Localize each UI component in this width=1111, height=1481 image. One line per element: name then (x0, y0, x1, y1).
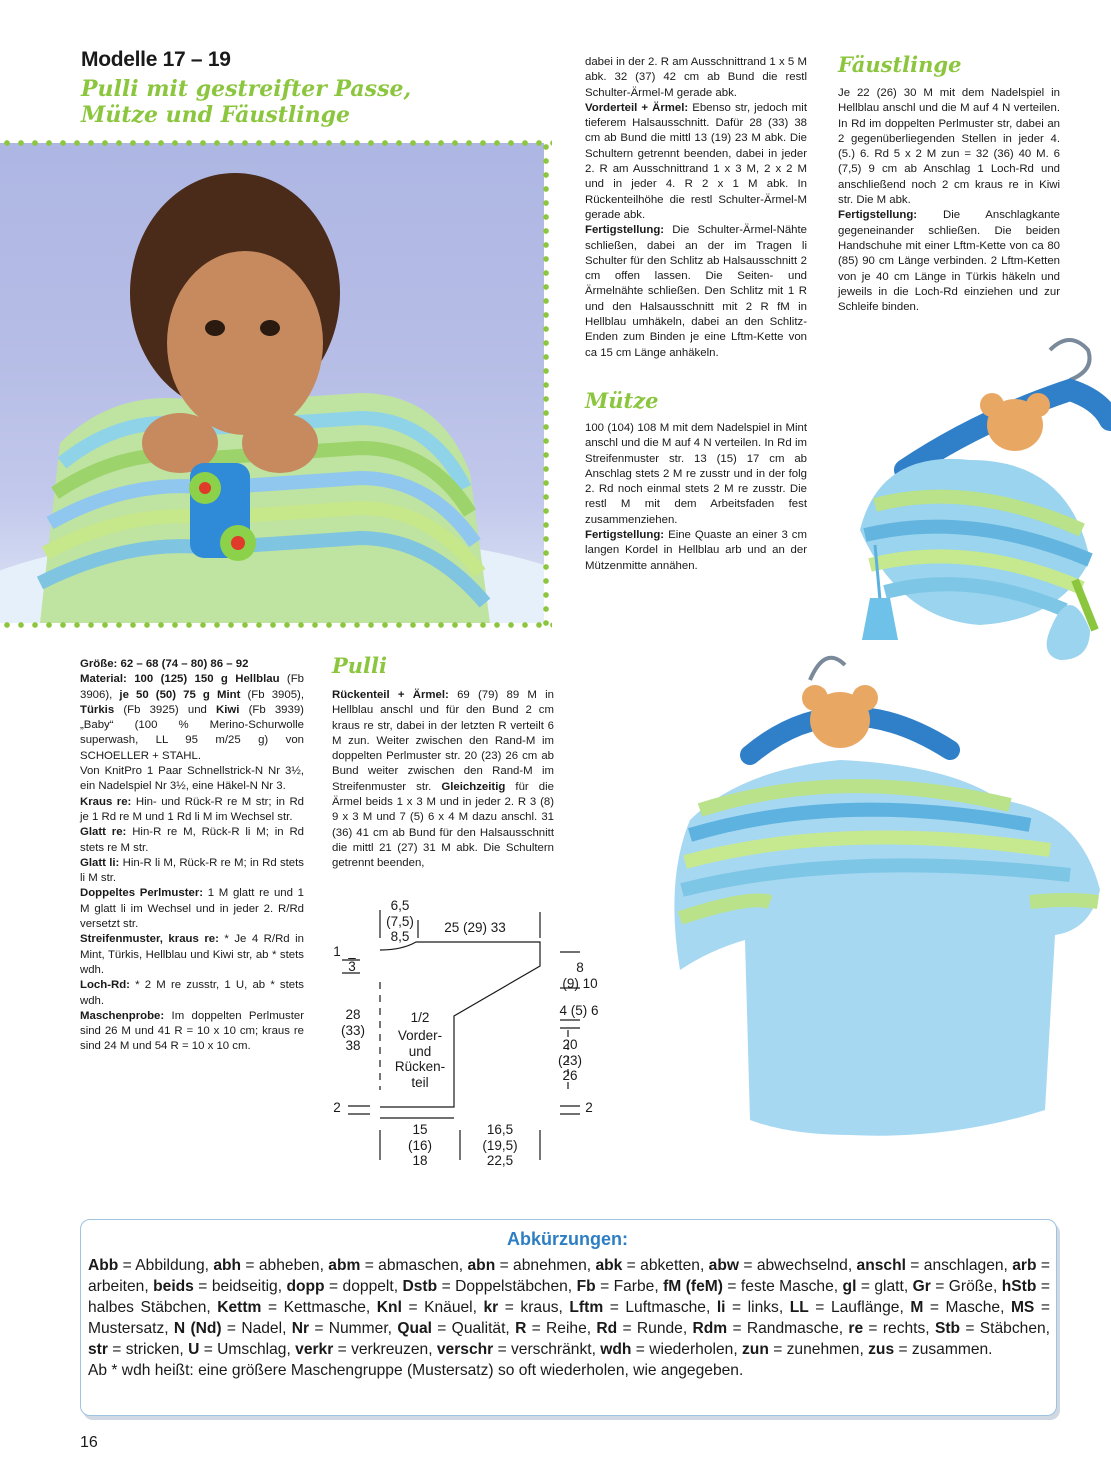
part-label: Vorder- und Rücken- teil (394, 1028, 446, 1090)
abbreviation-entry: abm = abmaschen, (328, 1257, 468, 1274)
abbreviations-text (88, 1255, 1050, 1381)
abbreviation-entry: Gr = Größe, (912, 1278, 1002, 1295)
pulli-fertigstellung-paragraph: Fertigstellung: Die Schulter-Ärmel-Nähte schließen, dabei an der im Tragen li Schulter für den Schlitz ab Halsausschnitt 2 cm offen lassen. Die Seiten- und Ärmelnähte schließen. Den Schlitz mit 1 R und den Halsausschnitt mit 2 R fM in Hellblau umhäkeln, dabei an den Schlitz-Enden zum Binden je eine Lftm-Kette von ca 15 cm Länge anhäkeln. (585, 224, 807, 359)
glatt-re-paragraph: Glatt re: Hin-R re M, Rück-R li M; in Rd stets re M str. (80, 826, 305, 854)
abbreviation-entry: abn = abnehmen, (467, 1257, 596, 1274)
abbreviation-entry: fM (feM) = feste Masche, (663, 1278, 843, 1295)
abbreviation-entry: abw = abwechselnd, (708, 1257, 857, 1274)
frame-dots-right (543, 140, 549, 628)
pattern-schematic (330, 890, 620, 1180)
rib-right-label: 2 (585, 1100, 593, 1115)
abbreviation-entry: re = rechts, (848, 1320, 935, 1337)
sleeve-mid-label: 4 (5) 6 (559, 1003, 599, 1018)
frame-dots-bottom (0, 622, 552, 628)
abbreviation-entry: anschl = anschlagen, (856, 1257, 1013, 1274)
abbreviation-entry: str = stricken, (88, 1341, 189, 1358)
abbreviation-entry: LL = Lauflänge, (789, 1299, 911, 1316)
abbreviation-entry: Rdm = Randmasche, (692, 1320, 849, 1337)
perlmuster-paragraph: Doppeltes Perlmuster: 1 M glatt re und 1 M glatt li im Wechsel und in jeder 2. R/Rd versetzt str. (80, 887, 304, 931)
vorderteil-paragraph: Vorderteil + Ärmel: Ebenso str, jedoch mit tieferem Halsausschnitt. Dafür 28 (33) 38 cm ab Bund die mittl 13 (19) 23 M abk. Die Schultern getrennt beenden, dabei in jeder 2. R am Ausschnittrand 1 x 3 M, 2 x 2 M und in jeder 4. R 2 x 1 M abk. In Rückenteilhöhe die restl Schulter-Ärmel-M gerade abk. (585, 101, 807, 221)
abbreviation-entry: MS = Mustersatz, (88, 1299, 1050, 1337)
instructions-column (585, 55, 807, 361)
abbreviation-entry: hStb = halbes Stäbchen, (88, 1278, 1050, 1316)
tools-paragraph: Von KnitPro 1 Paar Schnellstrick-N Nr 3½, ein Nadelspiel Nr 3½, eine Häkel-N Nr 3. (80, 765, 304, 793)
faeustlinge-heading: Fäustlinge (838, 52, 962, 77)
sleeve-width-label: 16,5 (19,5) 22,5 (482, 1122, 518, 1168)
neck-depth-3-label: 3 (348, 959, 356, 974)
abbreviation-entry: Lftm = Luftmasche, (569, 1299, 717, 1316)
abbreviation-entry: kr = kraus, (483, 1299, 570, 1316)
muetze-paragraph: 100 (104) 108 M mit dem Nadelspiel in Mint anschl und die M auf 4 N verteilen. In Rd im Streifenmuster str. 13 (15) 17 cm ab Anschlag stets 2 M re zusstr und in der folg 2. Rd noch einmal stets 2 M re zusstr. Die restl M mit dem Arbeitsfaden fest zusammenziehen. (585, 422, 807, 526)
abbreviation-entry: zun = zunehmen, (742, 1341, 869, 1358)
frame-dots-top (0, 140, 552, 146)
abbreviations-note: Ab * wdh heißt: eine größere Maschengruppe (Mustersatz) so oft wiederholen, wie angegeben. (88, 1362, 744, 1379)
material-paragraph: Material: 100 (125) 150 g Hellblau (Fb 3906), je 50 (50) 75 g Mint (Fb 3905), Türkis (Fb 3925) und Kiwi (Fb 3939) „Baby“ (100 % Merino-Schurwolle superwash, LL 95 m/25 g) von SCHOELLER + STAHL. (80, 673, 305, 762)
subtitle-line-1: Pulli mit gestreifter Passe, (81, 76, 412, 102)
rib-left-label: 2 (333, 1100, 341, 1115)
glatt-li-paragraph: Glatt li: Hin-R li M, Rück-R re M; in Rd stets li M str. (80, 856, 304, 885)
page-title: Modelle 17 – 19 (81, 48, 231, 71)
sweater-photo (650, 640, 1111, 1160)
abbreviation-entry: arb = arbeiten, (88, 1257, 1050, 1295)
abbreviation-entry: wdh = wiederholen, (600, 1341, 742, 1358)
abbreviation-entry: gl = glatt, (842, 1278, 913, 1295)
abbreviation-entry: verkr = verkreuzen, (295, 1341, 437, 1358)
abbreviation-entry: Nr = Nummer, (291, 1320, 398, 1337)
striped-sweater (674, 760, 1100, 1136)
abbreviation-entry: li = links, (716, 1299, 790, 1316)
abbreviation-entry: N (Nd) = Nadel, (173, 1320, 292, 1337)
hat-mittens-photo (820, 330, 1111, 660)
abbreviation-entry: Knl = Knäuel, (376, 1299, 484, 1316)
abbreviation-entry: Qual = Qualität, (397, 1320, 516, 1337)
materials-column (80, 657, 304, 1055)
muetze-heading: Mütze (585, 388, 659, 413)
shoulder-width-label: 25 (29) 33 (444, 920, 506, 935)
striped-hat (860, 459, 1090, 625)
abbreviation-entry: R = Reihe, (515, 1320, 597, 1337)
half-label: 1/2 (410, 1010, 430, 1025)
abbreviation-entry: Dstb = Doppelstäbchen, (402, 1278, 577, 1295)
streifen-paragraph: Streifenmuster, kraus re: * Je 4 R/Rd in Mint, Türkis, Hellblau und Kiwi str, ab * stets wdh. (80, 933, 304, 976)
abbreviation-entry: beids = beidseitig, (153, 1278, 287, 1295)
body-height-label: 28 (33) 38 (340, 1007, 365, 1053)
subtitle-line-2: Mütze und Fäustlinge (81, 102, 350, 128)
side-height-label: 20 (23) 26 (557, 1037, 582, 1083)
baby-illustration (0, 143, 544, 623)
baby-photo (0, 143, 544, 623)
neck-shaping-paragraph: dabei in der 2. R am Ausschnittrand 1 x 5 M abk. 32 (37) 42 cm ab Bund die restl Schulter-Ärmel-M gerade abk. (585, 56, 807, 99)
abbreviations-title: Abkürzungen: (507, 1229, 628, 1249)
muetze-fertigstellung-paragraph: Fertigstellung: Eine Quaste an einer 3 cm langen Kordel in Hellblau arb und an der Mützenmitte annähen. (585, 529, 807, 572)
faeustlinge-column (838, 86, 1060, 315)
neck-depth-1-label: 1 (333, 944, 341, 959)
page-number: 16 (80, 1434, 98, 1451)
neck-width-label: 6,5 (7,5) 8,5 (386, 898, 414, 944)
kraus-paragraph: Kraus re: Hin- und Rück-R re M str; in Rd je 1 Rd re M und 1 Rd li M im Wechsel str. (80, 795, 305, 823)
abbreviation-entry: Stb = Stäbchen, (934, 1320, 1050, 1337)
maschenprobe-paragraph: Maschenprobe: Im doppelten Perlmuster sind 26 M und 41 R = 10 x 10 cm; kraus re sind 24 M und 54 R = 10 x 10 cm. (80, 1009, 305, 1053)
abbreviation-entry: Kettm = Kettmasche, (217, 1299, 377, 1316)
abbreviation-entry: Rd = Runde, (596, 1320, 693, 1337)
muetze-column (585, 421, 807, 574)
abbreviation-entry: dopp = doppelt, (286, 1278, 403, 1295)
faeustlinge-paragraph: Je 22 (26) 30 M mit dem Nadelspiel in Hellblau anschl und die M auf 4 N verteilen. In Rd im doppelten Perlmuster str, dabei an 2 gegenüberliegenden Stellen in jeder 4. (5.) 6. Rd 5 x 2 M zun = 32 (36) 40 M. 6 (7,5) 9 cm ab Anschlag 1 Loch-Rd und anschließend noch 2 cm kraus re in Kiwi str. Die M abk. (838, 87, 1060, 207)
abbreviation-entry: Fb = Farbe, (576, 1278, 664, 1295)
abbreviation-entry: abh = abheben, (213, 1257, 329, 1274)
abbreviation-entry: Abb = Abbildung, (88, 1257, 214, 1274)
faeustlinge-fertigstellung-paragraph: Fertigstellung: Die Anschlagkante gegeneinander schließen. Die beiden Handschuhe mit einer Lftm-Kette von ca 80 (85) 90 cm Länge verbinden. 2 Lftm-Ketten von je 40 cm Länge in Türkis häkeln und jeweils in die Loch-Rd einziehen und zur Schleife binden. (838, 209, 1060, 314)
pulli-heading: Pulli (332, 653, 387, 678)
abbreviation-entry: verschr = verschränkt, (436, 1341, 601, 1358)
loch-rd-paragraph: Loch-Rd: * 2 M re zusstr, 1 U, ab * stets wdh. (80, 979, 304, 1007)
tassel-icon (862, 598, 898, 640)
abbreviations-list (88, 1257, 1050, 1358)
abbreviation-entry: M = Masche, (910, 1299, 1011, 1316)
abbreviation-entry: zus = zusammen. (868, 1341, 993, 1358)
bottom-width-label: 15 (16) 18 (407, 1122, 432, 1168)
abbreviation-entry: U = Umschlag, (188, 1341, 296, 1358)
page-subtitle (81, 76, 411, 128)
size-label: Größe: 62 – 68 (74 – 80) 86 – 92 (80, 658, 249, 670)
pulli-column: Rückenteil + Ärmel: 69 (79) 89 M in Hellblau anschl und für den Bund 2 cm kraus re str, dabei in der letzten R verteilt 6 M zun. Weiter zwischen den Rand-M im doppelten Perlmuster str. 20 (23) 26 cm ab Bund weiter zwischen den Rand-M im Streifenmuster str. Gleichzeitig für die Ärmel beids 1 x 3 M und in jeder 2. R 3 (8) 9 x 3 M und 7 (5) 6 x 4 M dazu anschl. 31 (36) 41 cm ab Bund für den Halsausschnitt die mittl 21 (27) 31 M abk. Die Schultern getrennt beenden, (332, 689, 554, 870)
abbreviation-entry: abk = abketten, (595, 1257, 709, 1274)
sleeve-top-label: 8 (9) 10 (562, 960, 598, 991)
